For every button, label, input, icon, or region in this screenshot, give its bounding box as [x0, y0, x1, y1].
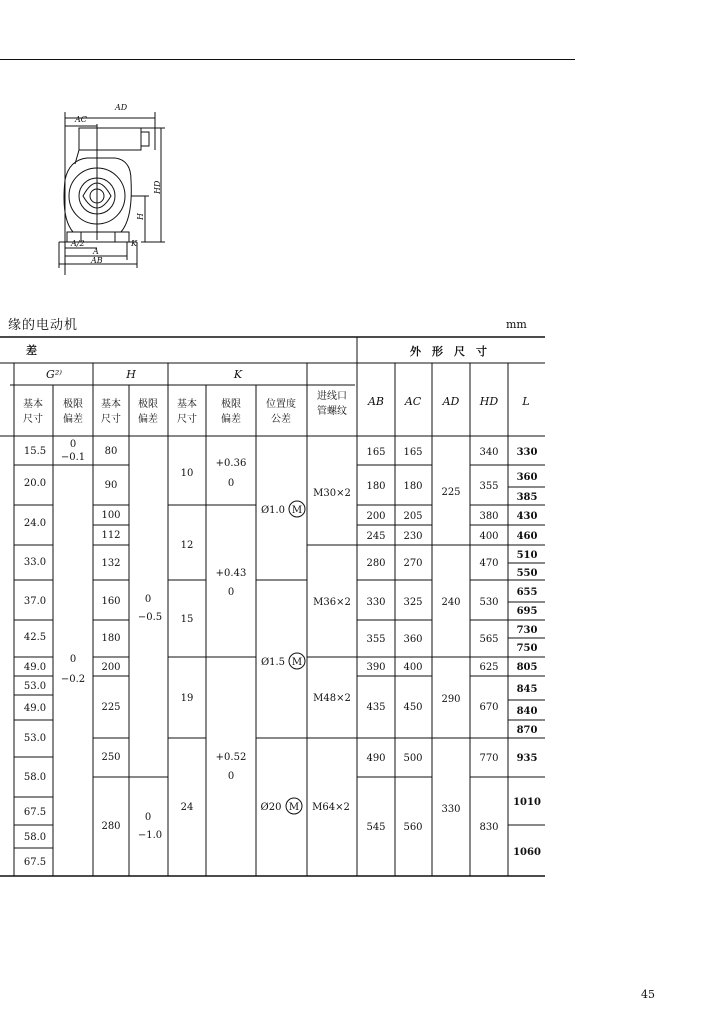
- k-pos-symbol: M: [288, 802, 300, 813]
- ac-value: 325: [403, 597, 423, 608]
- g-tol: 0: [69, 439, 77, 450]
- col-inlet-1: 进线口: [317, 391, 347, 402]
- l-value: 330: [516, 447, 538, 458]
- g-basic: 67.5: [23, 857, 47, 868]
- col-h-basic-1: 基本: [101, 399, 121, 410]
- k-pos-symbol: M: [291, 657, 303, 668]
- g-basic: 33.0: [23, 557, 47, 568]
- ac-value: 180: [403, 481, 423, 492]
- hd-value: 770: [479, 753, 499, 764]
- ab-value: 280: [366, 558, 386, 569]
- k-basic: 10: [180, 468, 194, 479]
- page-number: 45: [641, 988, 655, 1001]
- col-h-basic-2: 尺寸: [101, 414, 121, 425]
- l-value: 430: [516, 511, 538, 522]
- col-k-pos-2: 公差: [271, 414, 291, 425]
- k-basic: 15: [180, 614, 194, 625]
- group-g: G²⁾: [46, 368, 62, 381]
- g-basic: 24.0: [23, 518, 47, 529]
- col-g-tol-2: 偏差: [63, 414, 83, 425]
- hd-value: 340: [479, 447, 499, 458]
- g-tol: 0: [69, 654, 77, 665]
- inlet-thread: M64×2: [312, 802, 350, 813]
- k-pos: Ø1.0: [260, 505, 286, 516]
- g-basic: 53.0: [23, 733, 47, 744]
- ab-value: 200: [366, 511, 386, 522]
- ab-value: 245: [366, 531, 386, 542]
- hd-value: 400: [479, 531, 499, 542]
- h-tol: 0: [144, 594, 152, 605]
- l-value: 805: [516, 662, 538, 673]
- h-basic: 180: [101, 633, 121, 644]
- col-g-tol-1: 极限: [63, 399, 83, 410]
- k-tol: 0: [227, 587, 235, 598]
- l-value: 1060: [513, 847, 541, 858]
- l-value: 510: [516, 550, 538, 561]
- label-ab: AB: [91, 256, 103, 265]
- ab-value: 355: [366, 634, 386, 645]
- h-basic: 225: [101, 702, 121, 713]
- ac-value: 270: [403, 558, 423, 569]
- hd-value: 530: [479, 597, 499, 608]
- h-basic: 160: [101, 596, 121, 607]
- h-basic: 280: [101, 821, 121, 832]
- l-value: 460: [516, 531, 538, 542]
- l-value: 360: [516, 472, 538, 483]
- h-basic: 250: [101, 752, 121, 763]
- h-basic: 112: [101, 530, 121, 541]
- col-k-basic-2: 尺寸: [177, 414, 197, 425]
- label-ac: AC: [75, 115, 87, 124]
- k-pos: Ø1.5: [260, 657, 286, 668]
- ab-value: 165: [366, 447, 386, 458]
- k-tol: 0: [227, 478, 235, 489]
- g-basic: 37.0: [23, 596, 47, 607]
- label-ad: AD: [115, 103, 128, 112]
- ac-value: 450: [403, 702, 423, 713]
- group-k: K: [233, 368, 243, 381]
- k-basic: 24: [180, 802, 194, 813]
- ad-value: 290: [441, 694, 461, 705]
- inlet-thread: M48×2: [313, 693, 351, 704]
- ab-value: 390: [366, 662, 386, 673]
- header-tolerance: 差: [26, 344, 37, 357]
- g-tol: −0.2: [60, 674, 86, 685]
- ab-value: 490: [366, 753, 386, 764]
- col-hd: HD: [479, 395, 499, 408]
- col-k-tol-2: 偏差: [221, 414, 241, 425]
- k-pos: Ø20: [260, 802, 282, 813]
- label-a-half: A/2: [71, 239, 85, 248]
- ac-value: 360: [403, 634, 423, 645]
- hd-value: 565: [479, 634, 499, 645]
- col-h-tol-1: 极限: [138, 399, 158, 410]
- ab-value: 545: [366, 822, 386, 833]
- ac-value: 165: [403, 447, 423, 458]
- ab-value: 435: [366, 702, 386, 713]
- l-value: 730: [516, 625, 538, 636]
- g-basic: 49.0: [23, 703, 47, 714]
- ac-value: 230: [403, 531, 423, 542]
- h-tol: 0: [144, 812, 152, 823]
- g-basic: 58.0: [23, 772, 47, 783]
- g-basic: 15.5: [23, 446, 47, 457]
- ad-value: 240: [441, 597, 461, 608]
- ad-value: 225: [441, 487, 461, 498]
- k-tol: 0: [227, 771, 235, 782]
- col-ad: AD: [442, 395, 460, 408]
- hd-value: 625: [479, 662, 499, 673]
- h-basic: 100: [101, 510, 121, 521]
- h-basic: 90: [104, 480, 118, 491]
- l-value: 695: [516, 606, 538, 617]
- label-k: K: [131, 239, 137, 248]
- k-tol: +0.52: [215, 752, 247, 763]
- inlet-thread: M30×2: [313, 488, 351, 499]
- l-value: 750: [516, 643, 538, 654]
- inlet-thread: M36×2: [313, 597, 351, 608]
- h-basic: 200: [101, 662, 121, 673]
- h-basic: 80: [104, 446, 118, 457]
- ab-value: 330: [366, 597, 386, 608]
- l-value: 845: [516, 684, 538, 695]
- ac-value: 560: [403, 822, 423, 833]
- col-k-tol-1: 极限: [221, 399, 241, 410]
- l-value: 385: [516, 492, 538, 503]
- col-ac: AC: [404, 395, 422, 408]
- g-basic: 67.5: [23, 807, 47, 818]
- col-k-pos-1: 位置度: [266, 399, 296, 410]
- h-tol: −1.0: [137, 830, 163, 841]
- col-l: L: [522, 395, 530, 408]
- k-pos-symbol: M: [291, 505, 303, 516]
- label-a: A: [93, 247, 99, 256]
- hd-value: 380: [479, 511, 499, 522]
- hd-value: 470: [479, 558, 499, 569]
- table-title: 缘的电动机: [8, 318, 79, 333]
- ac-value: 500: [403, 753, 423, 764]
- col-h-tol-2: 偏差: [138, 414, 158, 425]
- l-value: 550: [516, 568, 538, 579]
- group-h: H: [126, 368, 136, 381]
- g-basic: 58.0: [23, 832, 47, 843]
- l-value: 870: [516, 725, 538, 736]
- g-basic: 49.0: [23, 662, 47, 673]
- ac-value: 400: [403, 662, 423, 673]
- l-value: 935: [516, 753, 538, 764]
- col-inlet-2: 管螺纹: [317, 406, 347, 417]
- hd-value: 355: [479, 481, 499, 492]
- ad-value: 330: [441, 804, 461, 815]
- l-value: 655: [516, 587, 538, 598]
- h-basic: 132: [101, 558, 121, 569]
- g-basic: 53.0: [23, 681, 47, 692]
- col-ab: AB: [367, 395, 385, 408]
- ac-value: 205: [403, 511, 423, 522]
- col-g-basic-1: 基本: [23, 399, 43, 410]
- k-tol: +0.36: [215, 458, 247, 469]
- col-g-basic-2: 尺寸: [23, 414, 43, 425]
- label-h: H: [136, 213, 145, 220]
- g-basic: 42.5: [23, 632, 47, 643]
- l-value: 840: [516, 706, 538, 717]
- k-tol: +0.43: [215, 568, 247, 579]
- k-basic: 19: [180, 693, 194, 704]
- label-hd: HD: [153, 180, 162, 194]
- ab-value: 180: [366, 481, 386, 492]
- header-outer-dimensions: 外 形 尺 寸: [410, 345, 487, 358]
- l-value: 1010: [513, 797, 541, 808]
- g-basic: 20.0: [23, 478, 47, 489]
- hd-value: 830: [479, 822, 499, 833]
- h-tol: −0.5: [137, 612, 163, 623]
- k-basic: 12: [180, 540, 194, 551]
- col-k-basic-1: 基本: [177, 399, 197, 410]
- g-tol: −0.1: [60, 452, 86, 463]
- hd-value: 670: [479, 702, 499, 713]
- unit-label: mm: [506, 318, 527, 331]
